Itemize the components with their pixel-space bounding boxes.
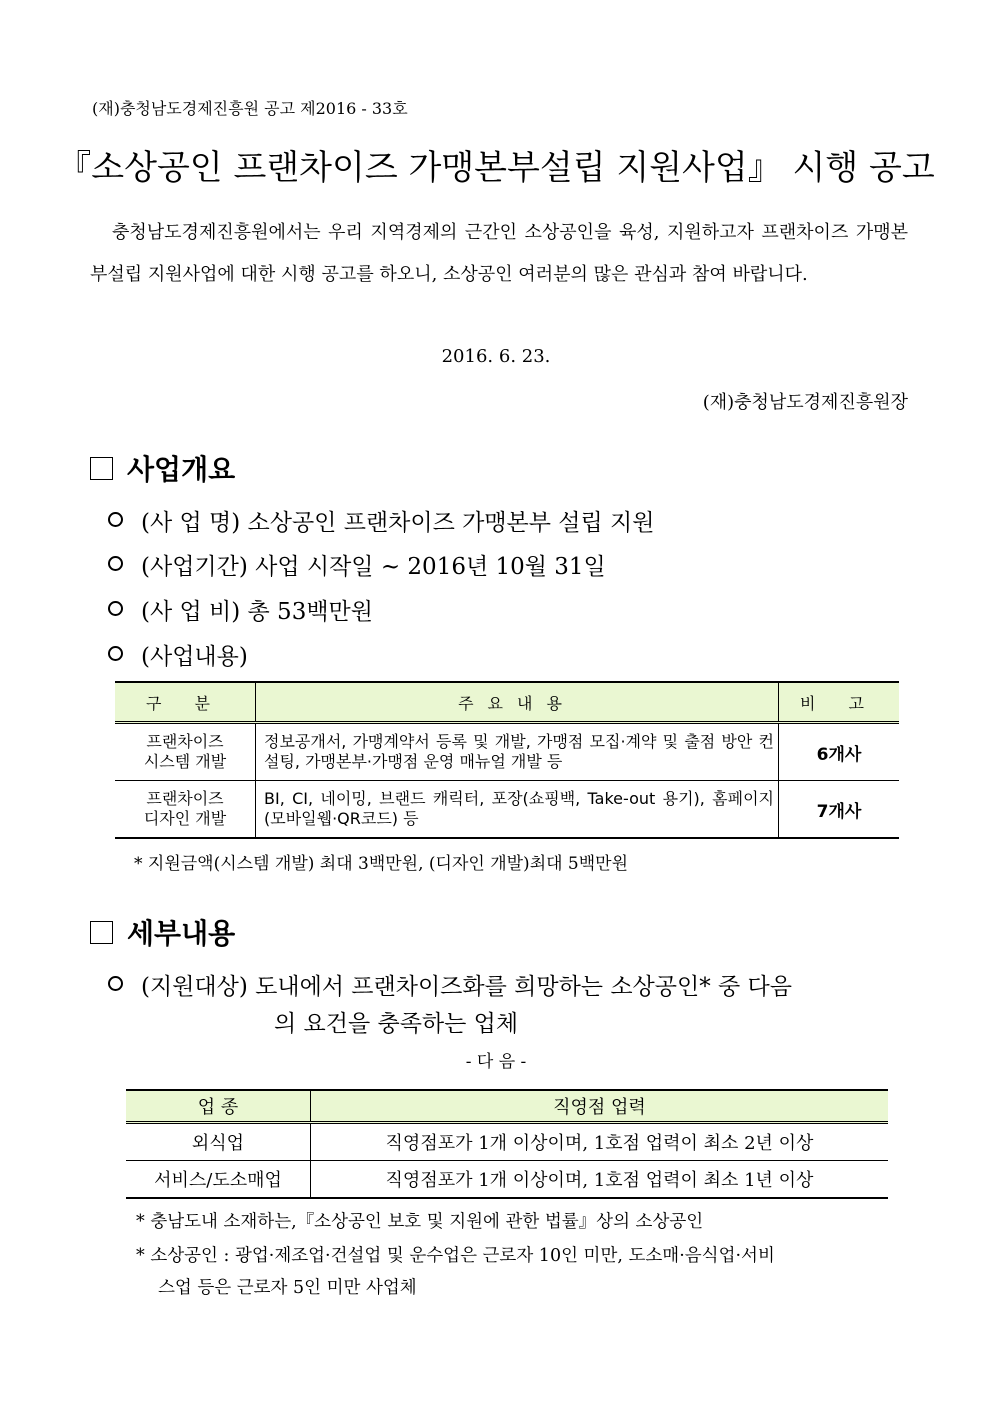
table-row xyxy=(126,1161,888,1199)
circle-bullet-icon xyxy=(108,601,123,616)
table-header-row xyxy=(126,1090,888,1123)
circle-bullet-icon xyxy=(108,976,123,991)
table-header: 구 분 xyxy=(115,682,256,723)
table-header: 비 고 xyxy=(779,682,900,723)
issuer: (재)충청남도경제진흥원장 xyxy=(702,392,908,413)
table-cell-industry: 외식업 xyxy=(126,1123,311,1161)
table-cell-industry: 서비스/도소매업 xyxy=(126,1161,311,1199)
table-cell-content: 정보공개서, 가맹계약서 등록 및 개발, 가맹점 모집·계약 및 출점 방안 컨설팅, 가맹본부·가맹점 운영 매뉴얼 개발 등 xyxy=(256,723,779,781)
target-text: (지원대상) 도내에서 프랜차이즈화를 희망하는 소상공인* 중 다음 xyxy=(141,974,792,1000)
overview-item-text: (사업기간) 사업 시작일 ~ 2016년 10월 31일 xyxy=(141,554,606,580)
table-cell-category xyxy=(115,781,256,839)
overview-item-text: (사업내용) xyxy=(141,644,248,670)
section-heading-overview xyxy=(90,448,235,488)
eligibility-table xyxy=(126,1089,888,1199)
intro-paragraph: 충청남도경제진흥원에서는 우리 지역경제의 근간인 소상공인을 육성, 지원하고자 프랜차이즈 가맹본부설립 지원사업에 대한 시행 공고를 하오니, 소상공인 여러분의 많은 관심과 참여 바랍니다. xyxy=(90,222,908,285)
table-cell-note: 7개사 xyxy=(779,781,900,839)
overview-item xyxy=(108,593,373,626)
table-cell-category xyxy=(115,723,256,781)
definition-footnote: * 소상공인 : 광업·제조업·건설업 및 운수업은 근로자 10인 미만, 도소매·음식업·서비 xyxy=(136,1246,775,1266)
section-title: 사업개요 xyxy=(127,453,236,486)
circle-bullet-icon xyxy=(108,646,123,661)
definition-footnote-continued: 스업 등은 근로자 5인 미만 사업체 xyxy=(158,1278,417,1298)
overview-item xyxy=(108,504,654,537)
business-content-table xyxy=(115,681,899,839)
section-title: 세부내용 xyxy=(127,917,236,950)
target-item xyxy=(108,968,792,1001)
overview-item xyxy=(108,638,248,671)
table-cell-note: 6개사 xyxy=(779,723,900,781)
section-heading-details xyxy=(90,912,235,952)
funding-footnote: * 지원금액(시스템 개발) 최대 3백만원, (디자인 개발)최대 5백만원 xyxy=(134,854,629,874)
notice-number: (재)충청남도경제진흥원 공고 제2016 - 33호 xyxy=(92,99,408,118)
square-bullet-icon xyxy=(90,921,113,944)
small-business-footnote: * 충남도내 소재하는,『소상공인 보호 및 지원에 관한 법률』상의 소상공인 xyxy=(136,1212,704,1232)
circle-bullet-icon xyxy=(108,556,123,571)
table-cell-content: BI, CI, 네이밍, 브랜드 캐릭터, 포장(쇼핑백, Take-out 용기), 홈페이지(모바일웹·QR코드) 등 xyxy=(256,781,779,839)
da-eum-label: - 다 음 - xyxy=(465,1052,527,1072)
table-row xyxy=(115,723,899,781)
category-line: 프랜차이즈 xyxy=(146,732,224,751)
table-row xyxy=(126,1123,888,1161)
table-header: 업 종 xyxy=(126,1090,311,1123)
category-line: 프랜차이즈 xyxy=(146,789,224,808)
overview-item-text: (사 업 비) 총 53백만원 xyxy=(141,599,373,625)
category-line: 디자인 개발 xyxy=(143,809,227,828)
table-header: 직영점 업력 xyxy=(311,1090,889,1123)
table-cell-requirement: 직영점포가 1개 이상이며, 1호점 업력이 최소 1년 이상 xyxy=(311,1161,889,1199)
table-cell-requirement: 직영점포가 1개 이상이며, 1호점 업력이 최소 2년 이상 xyxy=(311,1123,889,1161)
notice-date: 2016. 6. 23. xyxy=(441,346,551,367)
category-line: 시스템 개발 xyxy=(143,752,227,771)
overview-item-text: (사 업 명) 소상공인 프랜차이즈 가맹본부 설립 지원 xyxy=(141,510,655,536)
overview-item xyxy=(108,548,606,581)
square-bullet-icon xyxy=(90,457,113,480)
target-text-continued: 의 요건을 충족하는 업체 xyxy=(274,1011,519,1037)
page-title: 『소상공인 프랜차이즈 가맹본부설립 지원사업』 시행 공고 xyxy=(57,148,935,188)
table-header-row xyxy=(115,682,899,723)
table-row xyxy=(115,781,899,839)
circle-bullet-icon xyxy=(108,512,123,527)
table-header: 주요내용 xyxy=(256,682,779,723)
